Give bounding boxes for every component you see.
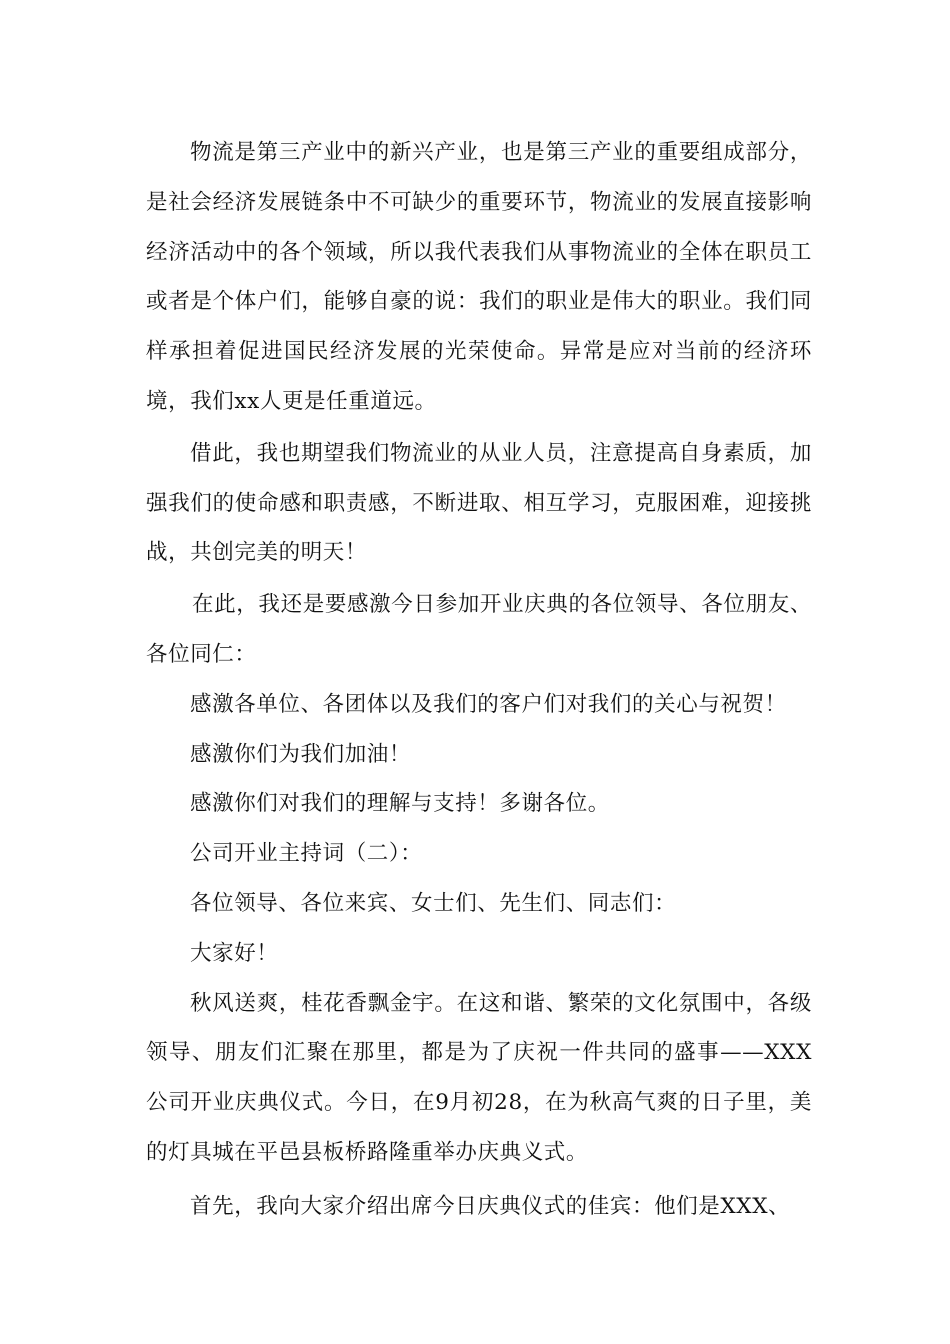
paragraph-thanks-support: 感激你们对我们的理解与支持！多谢各位。 xyxy=(190,791,610,817)
paragraph-salutation: 各位领导、各位来宾、女士们、先生们、同志们： xyxy=(190,890,677,916)
paragraph-logistics-intro: 物流是第三产业中的新兴产业，也是第三产业的重要组成部分，是社会经济发展链条中不可缺少的重要环节，物流业的发展直接影响经济活动中的各个领域，所以我代表我们从事物流业的全体在职员工或者是个体户们，能够自豪的说：我们的职业是伟大的职业。我们同样承担着促进国民经济发展的光荣使命。异常是应对当前的经济环境，我们xx人更是任重道远。 xyxy=(146,140,812,414)
paragraph-expectation: 借此，我也期望我们物流业的从业人员，注意提高自身素质，加强我们的使命感和职责感，不断进取、相互学习，克服困难，迎接挑战，共创完美的明天！ xyxy=(146,440,812,566)
paragraph-thanks-cheer: 感激你们为我们加油！ xyxy=(190,741,412,767)
paragraph-thanks-intro: 在此，我还是要感激今日参加开业庆典的各位领导、各位朋友、各位同仁： xyxy=(146,592,812,667)
paragraph-thanks-units: 感激各单位、各团体以及我们的客户们对我们的关心与祝贺！ xyxy=(190,691,787,717)
paragraph-greeting: 大家好！ xyxy=(190,940,279,966)
paragraph-autumn-ceremony: 秋风送爽，桂花香飘金宇。在这和谐、繁荣的文化氛围中，各级领导、朋友们汇聚在那里，都是为了庆祝一件共同的盛事——XXX公司开业庆典仪式。今日，在9月初28，在为秋高气爽的日子里，美的灯具城在平邑县板桥路隆重举办庆典义式。 xyxy=(146,990,812,1165)
document-body xyxy=(146,128,812,1232)
paragraph-guest-intro: 首先，我向大家介绍出席今日庆典仪式的佳宾：他们是XXX、 xyxy=(190,1193,791,1219)
section-heading: 公司开业主持词（二）： xyxy=(190,841,423,867)
